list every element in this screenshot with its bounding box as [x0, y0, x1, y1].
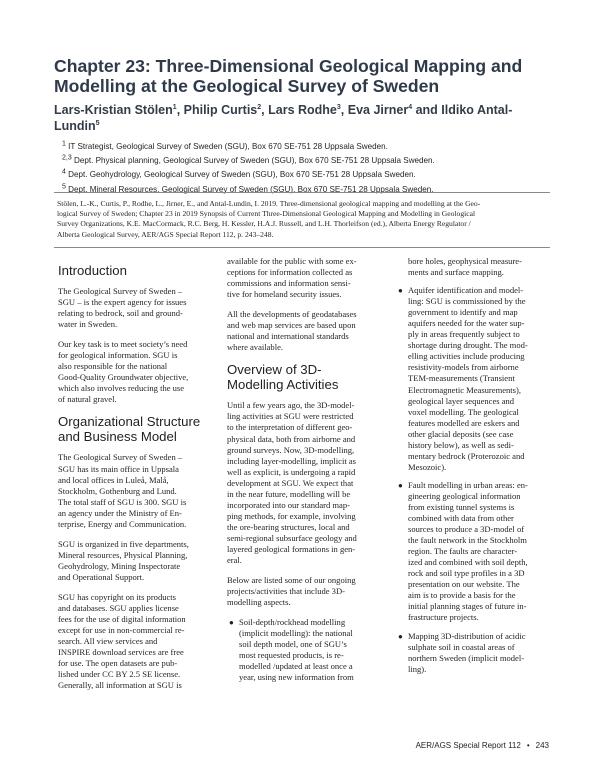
text-line: voxel modelling. The geological — [408, 406, 519, 417]
section-heading-overview — [227, 362, 387, 392]
list-item — [396, 480, 552, 624]
text-line: layered geological formations in gen- — [227, 543, 356, 554]
paragraph — [227, 256, 387, 300]
text-line: relating to bedrock, soil and ground- — [58, 308, 183, 319]
activity-list — [396, 285, 552, 675]
text-line: All the developments of geodatabases — [227, 309, 357, 320]
bullet-icon: ● — [229, 618, 234, 628]
text-line: available for the public with some ex- — [227, 256, 357, 266]
text-line: TEM-measurements (Transient — [408, 373, 515, 384]
text-line: northern Sweden (implicit model- — [408, 652, 525, 663]
text-line: sulphate soil in coastal areas of — [408, 641, 515, 652]
author-affiliation-marker: 5 — [95, 119, 100, 127]
list-item-text — [408, 480, 528, 623]
list-item-text — [408, 285, 528, 472]
text-line: other glacial deposits (see case — [408, 428, 514, 439]
top-divider — [54, 192, 550, 193]
affiliation-marker: 5 — [62, 182, 66, 190]
text-line: ling: SGU is commissioned by the — [408, 296, 526, 307]
affiliation-text: Dept. Geohydrology, Geological Survey of Sweden (SGU), Box 670 SE-751 28 Uppsala Sweden. — [68, 170, 416, 180]
list-item-continuation — [396, 256, 552, 278]
text-line: (implicit modelling): the national — [239, 628, 353, 639]
text-line: national and international standards — [227, 331, 349, 342]
text-line: history below), as well as sedi- — [408, 439, 514, 450]
text-line: geological layer sequences and — [408, 395, 515, 406]
affiliation — [62, 154, 552, 168]
page-footer — [416, 741, 549, 751]
affiliation-text: Dept. Mineral Resources, Geological Survey of Sweden (SGU), Box 670 SE-751 28 Uppsala Sweden. — [68, 184, 434, 194]
text-line: ized and combined with soil depth, — [408, 557, 528, 568]
text-line: from existing tunnel systems is — [408, 501, 515, 512]
text-line: also responsible for the national — [58, 361, 168, 372]
affiliation — [62, 168, 552, 182]
bullet-icon: ● — [398, 631, 403, 641]
text-line: combined with data from other — [408, 513, 514, 524]
text-line: except for use in non-commercial re- — [58, 625, 185, 636]
text-line: SGU – is the expert agency for issues — [58, 297, 187, 308]
text-line: aquifers needed for the water sup- — [408, 318, 525, 329]
text-line: Soil-depth/rockhead modelling — [239, 617, 346, 628]
text-line: shortage during drought. The mod- — [408, 340, 528, 351]
text-line: government to identify and map — [408, 307, 518, 318]
affiliation — [62, 140, 552, 154]
report-name: AER/AGS Special Report 112 — [415, 741, 521, 750]
text-line: in the near future, modelling will be — [227, 488, 351, 499]
author-affiliation-marker: 2 — [257, 103, 262, 111]
text-line: presentation on our website. The — [408, 579, 520, 590]
column-1 — [58, 256, 222, 700]
text-line: and Operational Support. — [58, 571, 145, 582]
text-line: Good-Quality Groundwater objective, — [58, 372, 189, 383]
list-item-text — [408, 631, 526, 674]
affiliation-marker: 2,3 — [62, 154, 72, 162]
text-line: including layer-modelling, implicit as — [227, 455, 356, 466]
text-line: logical Survey of Sweden; Chapter 23 in 2019 Synopsis of Current Three-Dimensional Geological Mapping and Modelling in Geological — [57, 209, 476, 219]
text-line: to the interpretation of different geo- — [227, 422, 353, 433]
bullet-icon: ● — [398, 480, 403, 490]
text-line: Geohydrology, Mining Inspectorate — [58, 560, 181, 571]
text-line: rock and soil type profiles in a 3D — [408, 568, 525, 579]
paragraph — [227, 575, 387, 608]
text-line: the fault network in the Stockholm — [408, 535, 527, 546]
text-line: INSPIRE download services are free — [58, 647, 184, 658]
text-line: Aquifer identification and model- — [408, 285, 524, 296]
section-heading-organizational-structure — [58, 414, 222, 444]
bullet-icon: ● — [398, 286, 403, 296]
text-line: the ore-bearing structures, local and — [227, 521, 350, 532]
text-line: mentary bedrock (Proterozoic and — [408, 450, 525, 461]
paragraph — [227, 400, 387, 566]
text-line: bore holes, geophysical measure- — [408, 256, 522, 266]
text-line: an agency under the Ministry of En- — [58, 507, 182, 518]
affiliation-marker: 1 — [62, 140, 66, 148]
text-line: region. The faults are character- — [408, 546, 518, 557]
list-item-text — [239, 617, 354, 682]
text-line: aim is to provide a basis for the — [408, 590, 516, 601]
text-line: Survey Organizations, K.E. MacCormack, R.C. Berg, H. Kessler, H.A.J. Russell, and L.H. Thorleifson (ed.), Alberta Energy Regulator / — [57, 219, 471, 229]
text-line: Mineral resources, Physical Planning, — [58, 549, 188, 560]
citation — [57, 199, 549, 240]
text-line: Our key task is to meet society’s need — [58, 339, 188, 350]
text-line: and databases. SGU applies license — [58, 603, 179, 614]
text-line: sources to produce a 3D-model of — [408, 524, 525, 535]
text-line: ling). — [408, 663, 427, 674]
text-line: of natural gravel. — [58, 394, 117, 405]
affiliations — [62, 140, 552, 197]
text-line: SGU is organized in five departments, — [58, 538, 189, 549]
text-line: Electromagnetic Measurements), — [408, 384, 521, 395]
text-line: search. All view services and — [58, 636, 158, 647]
bottom-divider — [54, 247, 550, 248]
author-name: Lars-Kristian Stölen — [54, 103, 173, 117]
column-3 — [396, 256, 552, 682]
affiliation-marker: 4 — [62, 168, 66, 176]
text-line: frastructure projects. — [408, 612, 479, 623]
text-line: Below are listed some of our ongoing — [227, 575, 356, 586]
list-item — [227, 617, 387, 683]
text-line: ling activities at SGU were restricted — [227, 411, 354, 422]
text-line: eral. — [227, 555, 242, 566]
text-line: ply in areas frequently subject to — [408, 329, 520, 340]
list-item — [396, 285, 552, 473]
paragraph — [58, 339, 222, 405]
text-line: Fault modelling in urban areas: en- — [408, 479, 528, 490]
author-affiliation-marker: 4 — [408, 103, 413, 111]
text-line: which also involves reducing the use — [58, 383, 185, 394]
text-line: Mapping 3D-distribution of acidic — [408, 630, 526, 641]
text-line: initial planning stages of future in- — [408, 601, 527, 612]
text-line: water in Sweden. — [58, 319, 118, 330]
text-line: Overview of 3D- — [227, 362, 322, 378]
text-line: SGU has copyright on its products — [58, 591, 176, 602]
list-item — [396, 631, 552, 675]
paragraph — [58, 452, 222, 529]
text-line: tive for homeland security issues. — [227, 289, 342, 300]
text-line: ments and surface mapping. — [408, 267, 504, 278]
text-line: most requested products, is re- — [239, 650, 344, 661]
page-number: 243 — [535, 741, 549, 750]
text-line: terprise, Energy and Communication. — [58, 518, 187, 529]
paragraph — [58, 592, 222, 691]
text-line: projects/activities that include 3D- — [227, 586, 345, 597]
section-heading-introduction: Introduction — [58, 263, 127, 278]
text-line: Alberta Geological Survey, AER/AGS Special Report 112, p. 243–248. — [57, 229, 274, 239]
text-line: development at SGU. We expect that — [227, 477, 354, 488]
text-line: The total staff of SGU is 300. SGU is — [58, 496, 187, 507]
author-name: Philip Curtis — [183, 103, 258, 117]
text-line: commissions and information sensi- — [227, 278, 351, 289]
affiliation — [62, 183, 552, 197]
activity-list — [227, 617, 387, 683]
text-line: Organizational Structure — [58, 414, 201, 430]
text-line: Stockholm, Gothenburg and Lund. — [58, 485, 177, 496]
text-line: semi-regional subsurface geology and — [227, 532, 357, 543]
text-line: Modelling Activities — [227, 377, 339, 393]
affiliation-text: Dept. Physical planning, Geological Survey of Sweden (SGU), Box 670 SE-751 28 Uppsala Sweden. — [73, 156, 435, 166]
text-line: SGU has its main office in Uppsala — [58, 463, 179, 474]
text-line: modelled /updated at least once a — [239, 661, 353, 672]
text-line: soil depth model, one of SGU’s — [239, 639, 347, 650]
column-2 — [227, 256, 387, 691]
author-affiliation-marker: 3 — [336, 103, 341, 111]
text-line: for geological information. SGU is — [58, 350, 178, 361]
affiliation-text: IT Strategist, Geological Survey of Sweden (SGU), Box 670 SE-751 28 Uppsala Sweden. — [68, 142, 388, 151]
text-line: ping methods, for example, involving — [227, 510, 356, 521]
paragraph — [227, 309, 387, 353]
text-line: for use. The open datasets are pub- — [58, 658, 178, 669]
text-line: Generally, all information at SGU is — [58, 680, 182, 691]
text-line: and local offices in Luleå, Malå, — [58, 474, 169, 485]
text-line: well as explicit, is undergoing a rapid — [227, 466, 356, 477]
text-line: elling activities include producing — [408, 351, 525, 362]
paragraph — [58, 286, 222, 330]
text-line: Stölen, L.-K., Curtis, P., Rodhe, L., Jirner, E., and Antal-Lundin, I. 2019. Three-dimensional geological mapping and modelling at the Geo- — [57, 199, 481, 208]
text-line: The Geological Survey of Sweden – — [58, 452, 183, 463]
text-line: ground surveys. Now, 3D-modelling, — [227, 444, 355, 455]
text-line: modelling aspects. — [227, 597, 291, 608]
text-line: The Geological Survey of Sweden – — [58, 286, 183, 296]
chapter-title: Chapter 23: Three-Dimensional Geological Mapping and Modelling at the Geological Survey of Sweden — [54, 56, 523, 96]
author-name: Eva Jirner — [347, 103, 409, 117]
text-line: features modelled are eskers and — [408, 417, 520, 428]
author-list: Lars-Kristian Stölen$^1$, Philip Curtis$^2$, Lars Rodhe$^3$, Eva Jirner$^4$ and Ildiko Antal-Lundin$^5$ — [54, 103, 513, 133]
text-line: Mesozoic). — [408, 461, 447, 472]
text-line: gineering geological information — [408, 490, 521, 501]
text-line: and web map services are based upon — [227, 320, 356, 331]
text-line: incorporated into our standard map- — [227, 499, 350, 510]
separator-bullet: • — [526, 741, 530, 750]
text-line: resistivity-models from airborne — [408, 362, 519, 373]
text-line: fees for the use of digital information — [58, 614, 186, 625]
text-line: and Business Model — [58, 429, 177, 445]
text-line: lished under CC BY 2.5 SE license. — [58, 669, 181, 680]
author-name: Lars Rodhe — [268, 103, 337, 117]
paragraph — [58, 539, 222, 583]
author-name: Ildiko Antal-Lundin — [54, 103, 513, 133]
text-line: Until a few years ago, the 3D-model- — [227, 400, 355, 411]
text-line: where available. — [227, 342, 283, 353]
author-affiliation-marker: 1 — [172, 103, 177, 111]
text-line: year, using new information from — [239, 672, 354, 683]
text-line: physical data, both from airborne and — [227, 433, 356, 444]
text-line: ceptions for information collected as — [227, 267, 353, 278]
